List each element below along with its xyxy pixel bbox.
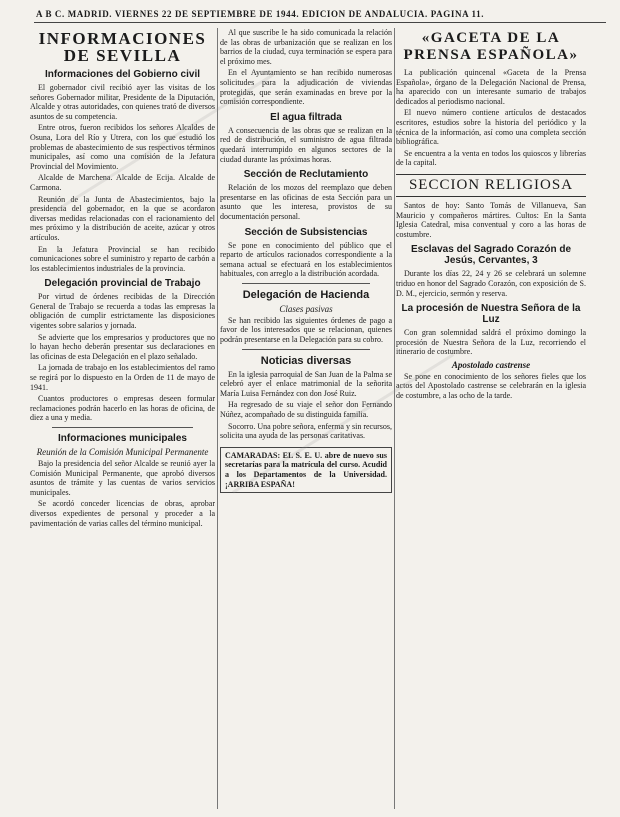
- article-body: [220, 316, 392, 345]
- paragraph: Bajo la presidencia del señor Alcalde se reunió ayer la Comisión Municipal Permanente, que aprobó diversos asuntos de trámite y las cuentas de varios servicios municipales.: [30, 459, 215, 497]
- article-heading: Sección de Reclutamiento: [243, 169, 369, 181]
- column-divider: [217, 28, 218, 809]
- paragraph: Se han recibido las siguientes órdenes de pago a favor de los interesados que se relacionan, quienes podrán presentarse en la Delegación para su cobro.: [220, 315, 392, 345]
- article-body: [30, 83, 215, 273]
- article-heading: El agua filtrada: [270, 111, 342, 123]
- article-body: [396, 68, 586, 168]
- article-heading: Esclavas del Sagrado Corazón de Jesús, Cervantes, 3: [410, 244, 572, 267]
- paragraph: Santos de hoy: Santo Tomás de Villanueva, San Mauricio y compañeros mártires. Cultos: En la Santa Iglesia Catedral, misa conventual y coro a las horas de costumbre.: [396, 200, 586, 239]
- divider: [52, 427, 193, 428]
- divider: [242, 283, 370, 284]
- paragraph: Ha regresado de su viaje el señor don Fernando Núñez, acompañado de su distinguida familia.: [220, 400, 392, 420]
- article-body: [396, 201, 586, 239]
- paragraph: Con gran solemnidad saldrá el próximo domingo la procesión de Nuestra Señora de la Luz, recorriendo el itinerario de costumbre.: [396, 328, 586, 357]
- article-body: [220, 183, 392, 221]
- paragraph: Se advierte que los empresarios y productores que no lo hayan hecho deberán presentar sus declaraciones en las oficinas de esta Delegación en el plazo señalado.: [30, 332, 215, 361]
- article-heading: La procesión de Nuestra Señora de la Luz: [401, 303, 581, 326]
- column-3: [396, 28, 586, 809]
- article-body: [220, 28, 392, 107]
- masthead: A B C. MADRID. VIERNES 22 DE SEPTIEMBRE DE 1944. EDICION DE ANDALUCIA. PAGINA 11.: [36, 9, 485, 19]
- column-2: [220, 28, 392, 809]
- paragraph: Al que suscribe le ha sido comunicada la relación de las obras de urbanización que se realizan en los barrios de la ciudad, cuya terminación se espera para el próximo mes.: [220, 28, 392, 66]
- paragraph: La jornada de trabajo en los establecimientos del ramo se regirá por lo dispuesto en la Orden de 11 de mayo de 1941.: [30, 363, 215, 392]
- article-heading: Sección de Subsistencias: [244, 226, 368, 238]
- article-heading: Informaciones municipales: [58, 433, 187, 444]
- article-body: [30, 459, 215, 528]
- article-body: [220, 241, 392, 279]
- paragraph: Se acordó conceder licencias de obras, aprobar diversos expedientes de personal y proceder a la pavimentación de varias calles del término municipal.: [30, 499, 215, 528]
- paragraph: Socorro. Una pobre señora, enferma y sin recursos, solicita una ayuda de las personas caritativas.: [220, 421, 392, 441]
- article-heading: Informaciones del Gobierno civil: [44, 69, 201, 80]
- paragraph: El gobernador civil recibió ayer las visitas de los señores Gobernador militar, Presidente de la Diputación, Alcalde y otras autoridades, con quienes trató de diversos asuntos de su competencia.: [30, 83, 215, 121]
- article-subheading: Clases pasivas: [279, 303, 333, 314]
- paragraph: Cuantos productores o empresas deseen formular reclamaciones podrán hacerlo en las horas de oficina, de diez a una y media.: [30, 394, 215, 423]
- paragraph: Se pone en conocimiento del público que el reparto de artículos racionados correspondiente a la semana actual se efectuará en los establecimientos habituales, con arreglo a la distribución acordada.: [220, 240, 392, 279]
- masthead-rule: [34, 22, 606, 23]
- paragraph: En el Ayuntamiento se han recibido numerosas solicitudes para la adjudicación de viviendas protegidas, que serán examinadas en breve por la comisión correspondiente.: [220, 68, 392, 107]
- article-body: [220, 370, 392, 441]
- paragraph: Se pone en conocimiento de los señores fieles que los actos del Apostolado castrense se celebrarán en la iglesia de costumbre, a las ocho de la tarde.: [396, 371, 586, 401]
- article-body: [396, 328, 586, 357]
- paragraph: El nuevo número contiene artículos de destacados escritores, estudios sobre la historia del periódico y la técnica de la información, así como una completa sección bibliográfica.: [396, 108, 586, 147]
- section-title: «GACETA DE LA PRENSA ESPAÑOLA»: [403, 30, 579, 63]
- article-subheading: Reunión de la Comisión Municipal Permanente: [36, 447, 209, 457]
- paragraph: Reunión de la Junta de Abastecimientos, bajo la presidencia del gobernador, en la que se acordaron diversas medidas relacionadas con el racionamiento del mes próximo y la distribución de aceite, azúcar y otros artículos.: [30, 194, 215, 242]
- article-heading: Delegación provincial de Trabajo: [44, 278, 201, 290]
- column-divider: [394, 28, 395, 809]
- paragraph: Durante los días 22, 24 y 26 se celebrará un solemne triduo en honor del Sagrado Corazón, con exposición de S. D. M., ejercicio, sermón y reserva.: [396, 269, 586, 298]
- article-body: [396, 269, 586, 298]
- article-heading: Noticias diversas: [260, 354, 352, 367]
- paragraph: En la Jefatura Provincial se han recibido comunicaciones sobre el suministro y reparto de carbón a los establecimientos industriales de la provincia.: [30, 244, 215, 273]
- paragraph: En la iglesia parroquial de San Juan de la Palma se celebró ayer el enlace matrimonial de la señorita María Luisa Fernández con don José Ruiz.: [220, 369, 392, 398]
- article-heading: Delegación de Hacienda: [242, 288, 370, 301]
- paragraph: Por virtud de órdenes recibidas de la Dirección General de Trabajo se recuerda a todas las empresas la obligación de cumplir estrictamente las disposiciones vigentes sobre salarios y jornada.: [30, 292, 215, 331]
- paragraph: Se encuentra a la venta en todos los quioscos y librerías de la capital.: [396, 148, 586, 168]
- paragraph: A consecuencia de las obras que se realizan en la red de distribución, el suministro de agua filtrada quedará interrumpido en algunos sectores de la ciudad durante las próximas horas.: [220, 125, 392, 164]
- paragraph: Alcalde de Marchena. Alcalde de Ecija. Alcalde de Carmona.: [30, 173, 215, 192]
- paragraph: La publicación quincenal «Gaceta de la Prensa Española», órgano de la Delegación Nacional de Prensa, ha aparecido con un interesante sumario de trabajos dedicados al periodismo nacional.: [396, 68, 586, 106]
- column-1: [30, 28, 215, 809]
- section-heading: SECCION RELIGIOSA: [396, 174, 586, 197]
- section-title: INFORMACIONES DE SEVILLA: [38, 29, 207, 65]
- article-body: [396, 372, 586, 401]
- divider: [242, 349, 370, 350]
- paragraph: Relación de los mozos del reemplazo que deben presentarse en las oficinas de esta Sección para un asunto que les interesa, provistos de su documentación personal.: [220, 183, 392, 221]
- paragraph: Entre otros, fueron recibidos los señores Alcaldes de Osuna, Lora del Río y Utrera, con los que estudió los problemas de abastecimiento de sus respectivos términos municipales, así como una comisión de la Jefatura Provincial del Movimiento.: [30, 123, 215, 171]
- article-body: [220, 126, 392, 164]
- article-subheading: Apostolado castrense: [451, 359, 531, 370]
- article-body: [30, 292, 215, 423]
- notice-box: CAMARADAS: EL S. E. U. abre de nuevo sus secretarías para la matrícula del curso. Acudid a los Departamentos de la Universidad. ¡ARRIBA ESPAÑA!: [220, 447, 392, 493]
